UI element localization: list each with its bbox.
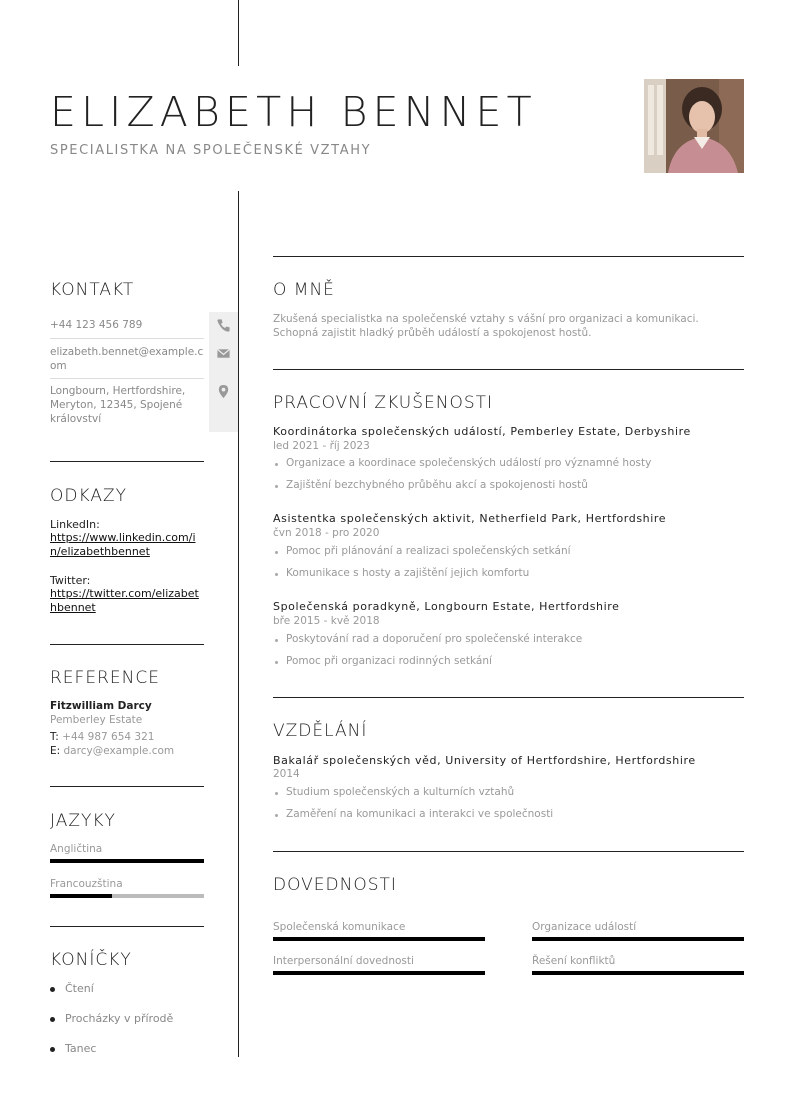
twitter-label: Twitter: — [50, 574, 91, 587]
divider — [273, 851, 744, 852]
skill-level-bar — [532, 971, 744, 975]
bullet-icon — [50, 1017, 55, 1022]
linkedin-link[interactable]: https://www.linkedin.com/in/elizabethbennet — [50, 531, 196, 558]
location-icon — [216, 384, 231, 399]
bullet-icon — [275, 485, 278, 488]
language-level-fill — [50, 859, 204, 863]
contact-separator — [50, 378, 204, 379]
reference-heading: REFERENCE — [50, 668, 160, 688]
resume-title: SPECIALISTKA NA SPOLEČENSKÉ VZTAHY — [50, 143, 372, 158]
contact-heading: KONTAKT — [50, 280, 135, 300]
contact-separator — [50, 338, 204, 339]
reference-company: Pemberley Estate — [50, 714, 143, 726]
reference-email — [50, 745, 174, 757]
reference-phone-value[interactable]: +44 987 654 321 — [62, 731, 155, 743]
job-bullet: Zajištění bezchybného průběhu akcí a spokojenosti hostů — [286, 479, 588, 491]
education-degree: Bakalář společenských věd, University of Hertfordshire, Hertfordshire — [273, 754, 696, 767]
job-dates: bře 2015 - kvě 2018 — [273, 615, 380, 627]
skill-name: Řešení konfliktů — [532, 955, 616, 967]
job-bullet: Pomoc při plánování a realizaci společenských setkání — [286, 545, 571, 557]
language-level-fill — [50, 894, 112, 898]
about-heading: O MNĚ — [273, 280, 335, 300]
reference-phone — [50, 731, 154, 743]
skill-level-bar — [273, 937, 485, 941]
divider-top — [238, 0, 239, 66]
job-title: Koordinátorka společenských událostí, Pemberley Estate, Derbyshire — [273, 425, 691, 438]
job-title: Společenská poradkyně, Longbourn Estate, Hertfordshire — [273, 600, 620, 613]
twitter-link[interactable]: https://twitter.com/elizabethbennet — [50, 587, 199, 614]
education-year: 2014 — [273, 768, 300, 780]
bullet-icon — [275, 792, 278, 795]
job-title: Asistentka společenských aktivit, Netherfield Park, Hertfordshire — [273, 512, 667, 525]
bullet-icon — [275, 639, 278, 642]
education-bullet: Studium společenských a kulturních vztahů — [286, 786, 515, 798]
job-bullet: Organizace a koordinace společenských událostí pro významné hosty — [286, 457, 652, 469]
job-bullet: Poskytování rad a doporučení pro společenské interakce — [286, 633, 583, 645]
experience-heading: PRACOVNÍ ZKUŠENOSTI — [273, 393, 494, 413]
job-bullet: Pomoc při organizaci rodinných setkání — [286, 655, 492, 667]
hobby-item: Procházky v přírodě — [65, 1012, 174, 1025]
bullet-icon — [275, 573, 278, 576]
divider — [273, 369, 744, 370]
bullet-icon — [275, 814, 278, 817]
skill-level-bar — [273, 971, 485, 975]
divider — [50, 644, 204, 645]
contact-email[interactable]: elizabeth.bennet@example.com — [50, 346, 204, 372]
job-bullet: Komunikace s hosty a zajištění jejich komfortu — [286, 567, 530, 579]
languages-heading: JAZYKY — [50, 811, 116, 831]
skills-heading: DOVEDNOSTI — [273, 875, 397, 895]
reference-name: Fitzwilliam Darcy — [50, 700, 152, 712]
contact-phone[interactable]: +44 123 456 789 — [50, 319, 143, 331]
contact-address: Longbourn, Hertfordshire, Meryton, 12345, Spojené království — [50, 385, 186, 425]
divider — [50, 926, 204, 927]
bullet-icon — [275, 551, 278, 554]
column-divider — [238, 191, 239, 1057]
resume-name: ELIZABETH BENNET — [50, 88, 537, 136]
linkedin-label: LinkedIn: — [50, 518, 100, 531]
contact-icon-column — [209, 312, 238, 432]
divider — [50, 461, 204, 462]
divider — [273, 256, 744, 257]
about-text: Zkušená specialistka na společenské vztahy s vášní pro organizaci a komunikaci. Schopná zajistit hladký průběh událostí a spokojenost hostů. — [273, 313, 699, 339]
job-dates: čvn 2018 - pro 2020 — [273, 527, 380, 539]
bullet-icon — [275, 661, 278, 664]
hobby-item: Čtení — [65, 982, 94, 995]
job-dates: led 2021 - říj 2023 — [273, 440, 370, 452]
language-name: Angličtina — [50, 843, 103, 855]
skill-name: Organizace událostí — [532, 921, 637, 933]
reference-email-label: E: — [50, 745, 61, 757]
education-bullet: Zaměření na komunikaci a interakci ve společnosti — [286, 808, 554, 820]
reference-phone-label: T: — [50, 731, 59, 743]
skill-level-bar — [532, 937, 744, 941]
language-name: Francouzština — [50, 878, 123, 890]
language-level-bar — [50, 859, 204, 863]
reference-email-value[interactable]: darcy@example.com — [63, 745, 175, 757]
skill-name: Interpersonální dovednosti — [273, 955, 414, 967]
bullet-icon — [275, 463, 278, 466]
bullet-icon — [50, 987, 55, 992]
bullet-icon — [50, 1047, 55, 1052]
mail-icon — [216, 346, 231, 361]
divider — [50, 786, 204, 787]
hobbies-heading: KONÍČKY — [50, 950, 132, 970]
profile-photo — [644, 79, 744, 173]
hobby-item: Tanec — [65, 1042, 97, 1055]
divider — [273, 697, 744, 698]
skill-name: Společenská komunikace — [273, 921, 406, 933]
links-heading: ODKAZY — [50, 486, 127, 506]
language-level-bar — [50, 894, 204, 898]
education-heading: VZDĚLÁNÍ — [273, 721, 368, 741]
phone-icon — [216, 318, 231, 333]
